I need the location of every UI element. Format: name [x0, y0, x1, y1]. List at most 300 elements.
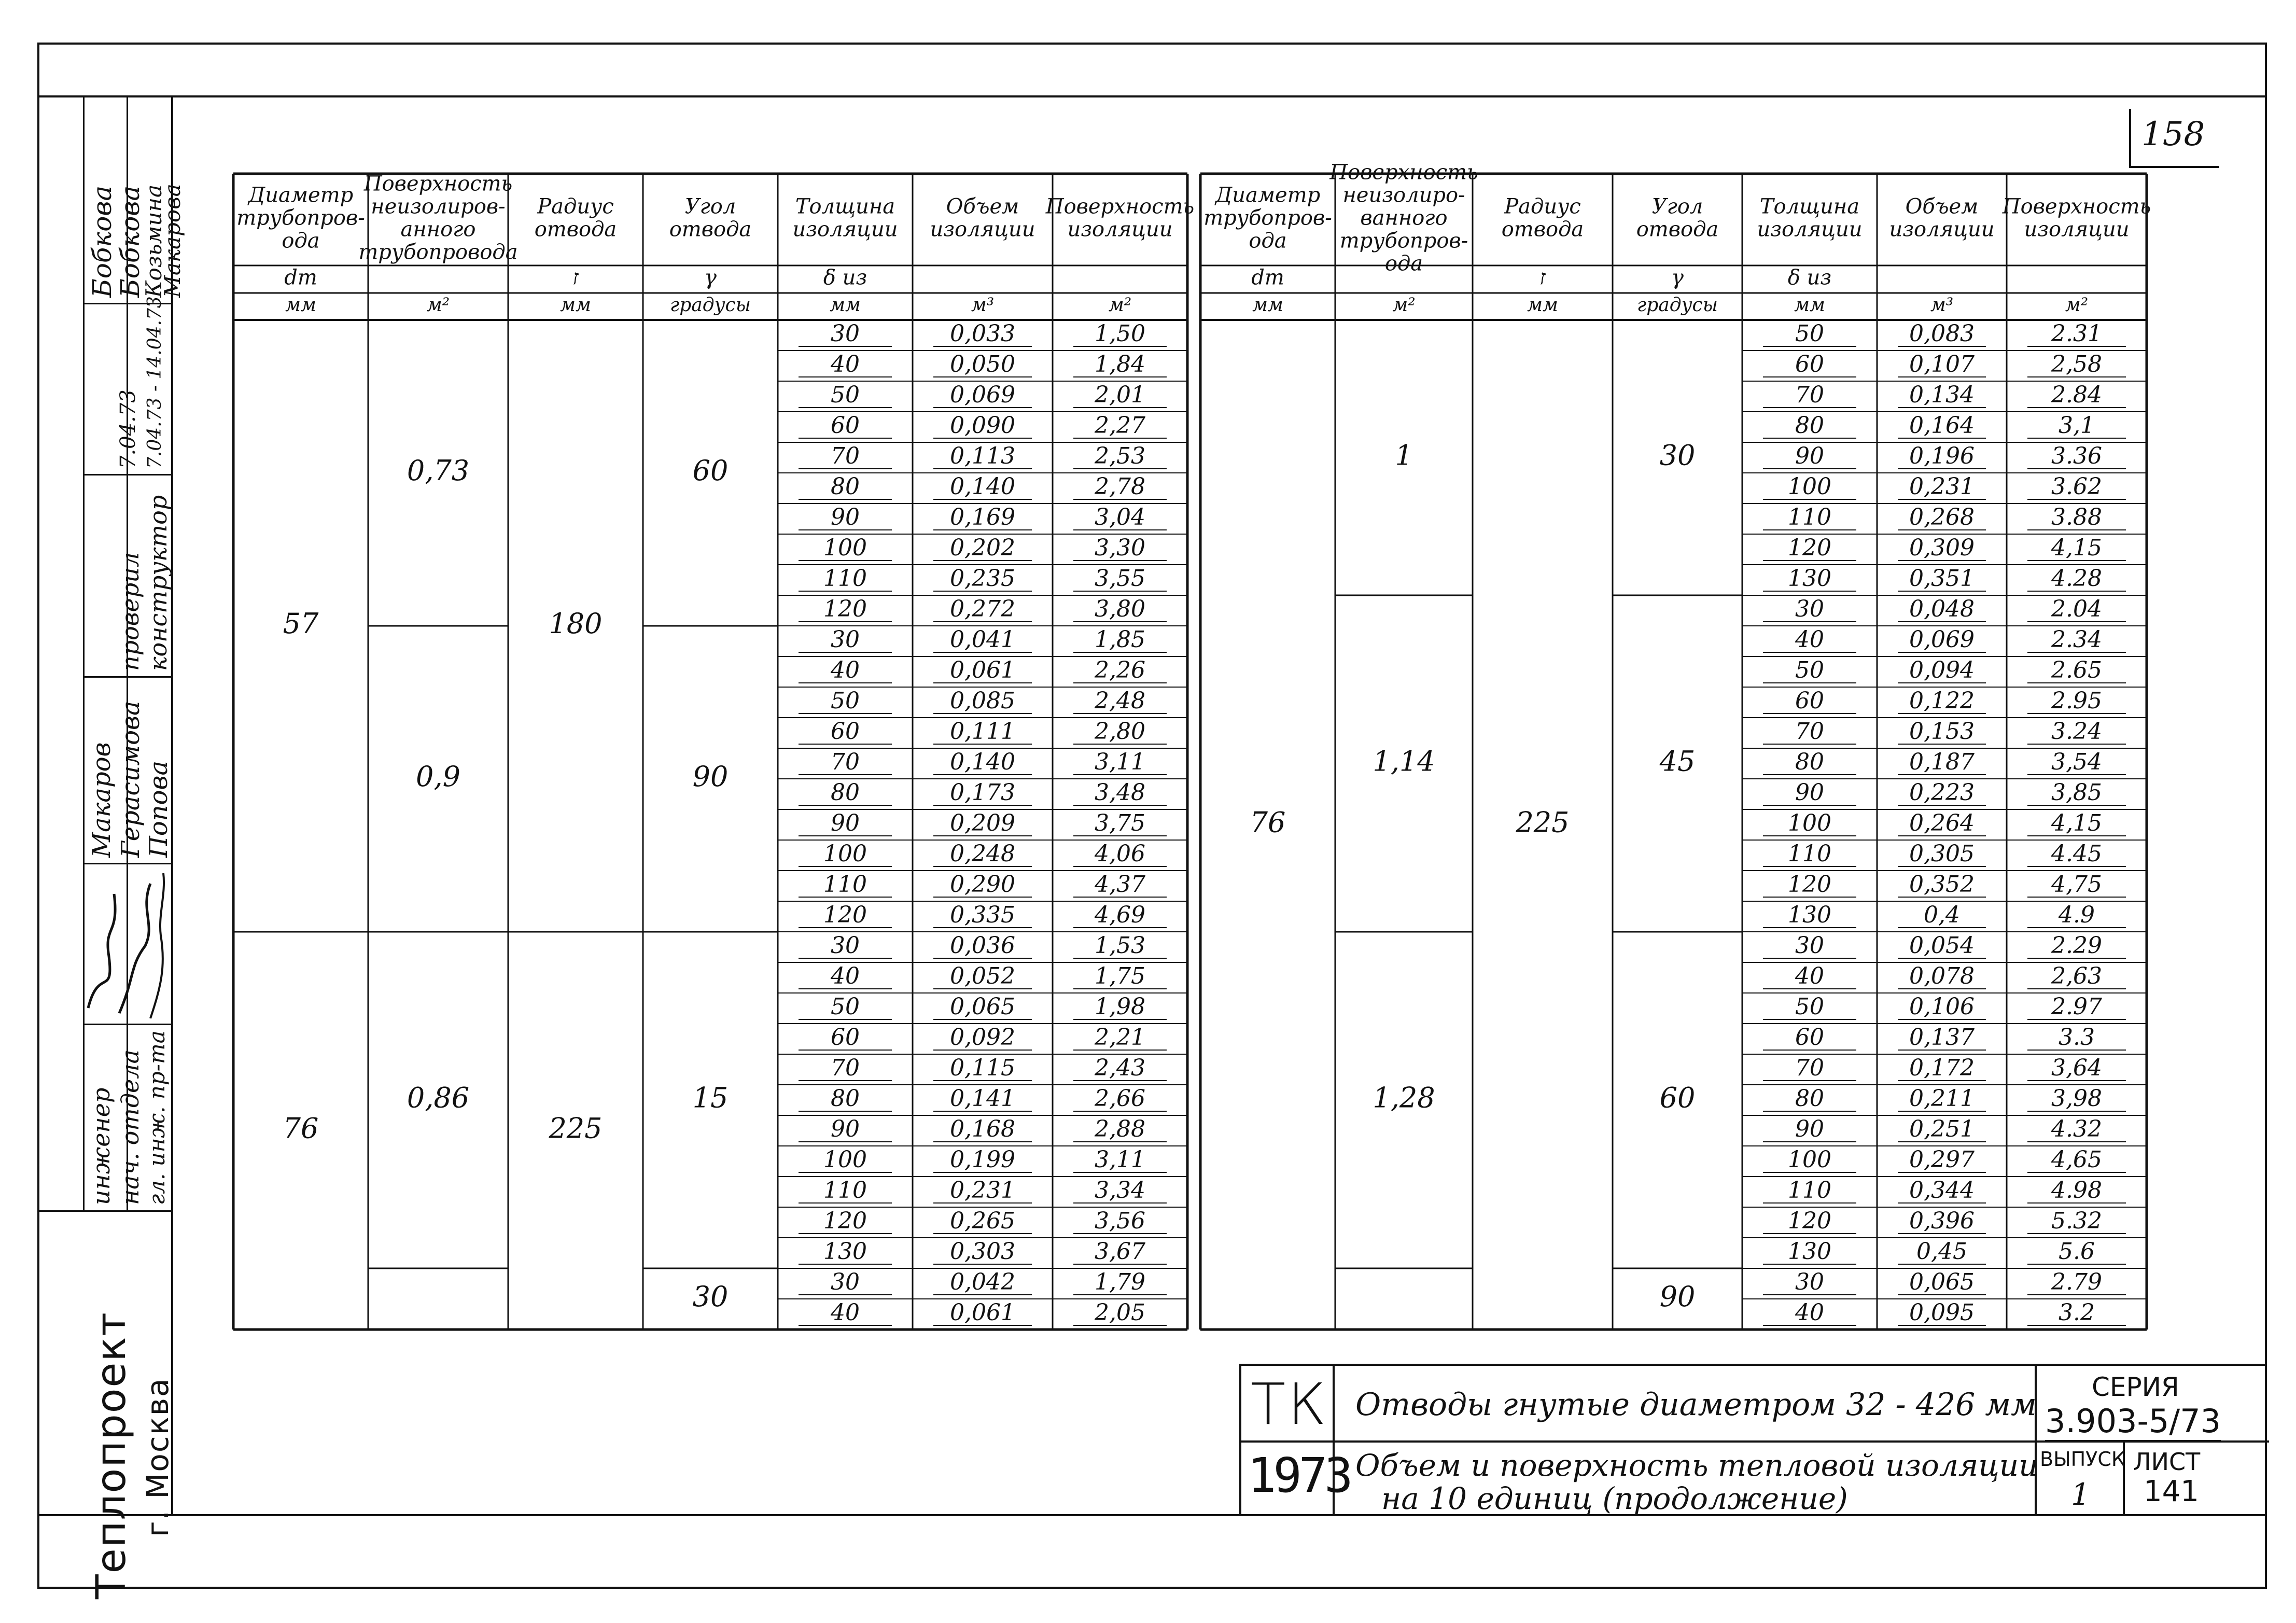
- right-merged-value: 60: [1659, 1081, 1696, 1114]
- left-cell-value: 60: [831, 718, 860, 745]
- left-header-title: анного: [400, 217, 476, 242]
- left-cell-value: 0,168: [950, 1116, 1015, 1142]
- left-header-title: Диаметр: [248, 183, 354, 207]
- right-header-title: Радиус: [1504, 194, 1581, 219]
- left-cell-value: 60: [831, 1024, 860, 1051]
- left-cell-value: 3,11: [1095, 749, 1145, 775]
- right-cell-value: 3,1: [2059, 412, 2095, 439]
- right-header-title: изоляции: [1889, 217, 1995, 242]
- right-cell-value: 70: [1795, 1055, 1824, 1081]
- right-header-title: ванного: [1360, 206, 1448, 230]
- right-header-title: ода: [1384, 251, 1423, 276]
- left-cell-value: 0,265: [950, 1208, 1015, 1234]
- right-cell-value: 4,75: [2051, 871, 2102, 898]
- left-cell-value: 0,140: [950, 473, 1015, 500]
- right-header-unit: мм: [1794, 295, 1825, 316]
- left-cell-value: 0,065: [950, 994, 1015, 1020]
- left-cell-value: 0,272: [950, 596, 1015, 622]
- left-cell-value: 0,141: [950, 1085, 1015, 1112]
- role-engineer: инженер: [87, 1087, 115, 1205]
- right-cell-value: 0,344: [1909, 1177, 1975, 1204]
- right-header-title: трубопров-: [1339, 229, 1468, 253]
- right-cell-value: 90: [1795, 1116, 1824, 1142]
- right-cell-value: 4.32: [2051, 1116, 2102, 1142]
- right-cell-value: 90: [1795, 443, 1824, 469]
- right-cell-value: 0,172: [1909, 1055, 1975, 1081]
- right-cell-value: 3.62: [2051, 473, 2102, 500]
- name-5: Макаров: [87, 742, 116, 858]
- left-cell-value: 120: [823, 902, 867, 928]
- right-cell-value: 0,231: [1909, 473, 1975, 500]
- date-1: 7.04.73: [116, 389, 140, 469]
- left-merged-value: 76: [283, 1112, 319, 1145]
- left-cell-value: 100: [823, 1146, 867, 1173]
- right-cell-value: 3,54: [2051, 749, 2102, 775]
- left-header-title: трубопров-: [236, 206, 365, 230]
- left-cell-value: 0,061: [950, 657, 1015, 683]
- left-cell-value: 2,66: [1095, 1085, 1145, 1112]
- right-cell-value: 50: [1795, 320, 1824, 347]
- role-chief-engineer: гл. инж. пр-та: [144, 1030, 170, 1205]
- left-cell-value: 3,11: [1095, 1146, 1145, 1173]
- left-cell-value: 0,235: [950, 565, 1015, 592]
- right-merged-value: 1: [1395, 439, 1413, 472]
- right-cell-value: 90: [1795, 779, 1824, 806]
- left-cell-value: 60: [831, 412, 860, 439]
- left-cell-value: 70: [831, 443, 860, 469]
- right-merged-value: 90: [1659, 1280, 1696, 1313]
- right-header-unit: м²: [2065, 295, 2089, 316]
- right-cell-value: 0,107: [1909, 351, 1975, 377]
- right-cell-value: 0,164: [1909, 412, 1975, 439]
- left-merged-value: 90: [692, 760, 729, 793]
- right-cell-value: 0,211: [1909, 1085, 1975, 1112]
- stamp-title-line3: на 10 единиц (продолжение): [1381, 1481, 1848, 1516]
- right-merged-value: 76: [1250, 806, 1286, 839]
- right-header-title: неизолиро-: [1342, 183, 1465, 207]
- left-cell-value: 0,209: [950, 810, 1015, 836]
- left-cell-value: 80: [831, 779, 860, 806]
- logo-year: 1973: [1248, 1448, 1350, 1503]
- left-cell-value: 1,79: [1095, 1269, 1145, 1295]
- stamp-title-line1: Отводы гнутые диаметром 32 - 426 мм: [1355, 1387, 2037, 1423]
- left-cell-value: 1,84: [1095, 351, 1145, 377]
- left-cell-value: 2,26: [1095, 657, 1145, 683]
- left-cell-value: 40: [831, 1299, 860, 1326]
- right-merged-value: 30: [1659, 439, 1696, 472]
- left-header-title: трубопровода: [358, 240, 518, 264]
- left-cell-value: 0,169: [950, 504, 1015, 530]
- right-cell-value: 80: [1795, 749, 1824, 775]
- left-cell-value: 1,50: [1095, 320, 1145, 347]
- right-cell-value: 4.9: [2059, 902, 2095, 928]
- right-header-unit: м²: [1392, 295, 1416, 316]
- left-merged-value: 0,9: [416, 760, 460, 793]
- right-header-symbol: γ: [1671, 265, 1684, 290]
- right-cell-value: 0,106: [1909, 994, 1975, 1020]
- right-cell-value: 60: [1795, 351, 1824, 377]
- left-header-unit: м²: [426, 295, 450, 316]
- left-cell-value: 0,111: [950, 718, 1015, 745]
- right-cell-value: 2.65: [2051, 657, 2102, 683]
- right-cell-value: 0,083: [1909, 320, 1975, 347]
- right-cell-value: 0,048: [1909, 596, 1975, 622]
- left-cell-value: 90: [831, 504, 860, 530]
- left-header-unit: мм: [560, 295, 591, 316]
- name-7: Попова: [144, 760, 173, 858]
- left-cell-value: 0,036: [950, 932, 1015, 959]
- left-cell-value: 30: [831, 320, 860, 347]
- left-cell-value: 100: [823, 841, 867, 867]
- right-cell-value: 0,4: [1924, 902, 1960, 928]
- right-cell-value: 100: [1788, 473, 1831, 500]
- right-cell-value: 0,153: [1909, 718, 1975, 745]
- right-header-title: Толщина: [1759, 194, 1860, 219]
- left-cell-value: 2,88: [1095, 1116, 1145, 1142]
- left-cell-value: 120: [823, 1208, 867, 1234]
- right-header-title: отвода: [1636, 217, 1719, 242]
- left-cell-value: 1,53: [1095, 932, 1145, 959]
- left-cell-value: 2,27: [1095, 412, 1145, 439]
- right-cell-value: 2.29: [2051, 932, 2102, 959]
- left-merged-value: 0,73: [407, 454, 470, 487]
- left-cell-value: 4,37: [1095, 871, 1145, 898]
- right-header-unit: м³: [1930, 295, 1954, 316]
- left-merged-value: 225: [549, 1112, 603, 1145]
- right-cell-value: 4,15: [2051, 810, 2102, 836]
- left-cell-value: 80: [831, 1085, 860, 1112]
- left-cell-value: 0,290: [950, 871, 1015, 898]
- left-cell-value: 0,113: [950, 443, 1015, 469]
- name-1: Бобкова: [87, 185, 117, 298]
- left-header-title: ода: [282, 229, 320, 253]
- right-cell-value: 0,251: [1909, 1116, 1975, 1142]
- left-cell-value: 110: [823, 871, 867, 898]
- right-cell-value: 0,122: [1909, 688, 1975, 714]
- right-cell-value: 2,58: [2051, 351, 2102, 377]
- right-cell-value: 4.98: [2051, 1177, 2102, 1204]
- right-cell-value: 30: [1795, 932, 1824, 959]
- left-header-title: Угол: [684, 194, 736, 219]
- left-cell-value: 130: [823, 1238, 867, 1265]
- right-cell-value: 3.88: [2051, 504, 2102, 530]
- date-2: 7.04.73 - 14.04.73: [144, 296, 165, 469]
- right-cell-value: 2.84: [2051, 382, 2102, 408]
- left-header-symbol: ז: [572, 265, 579, 290]
- right-header-unit: градусы: [1637, 295, 1718, 316]
- left-header-title: Объем: [946, 194, 1019, 219]
- left-cell-value: 4,06: [1095, 841, 1145, 867]
- right-cell-value: 100: [1788, 810, 1831, 836]
- right-cell-value: 2.97: [2051, 994, 2102, 1020]
- name-4: Макарова: [160, 184, 185, 298]
- right-cell-value: 0,196: [1909, 443, 1975, 469]
- left-cell-value: 4,69: [1095, 902, 1145, 928]
- right-cell-value: 5.32: [2051, 1208, 2102, 1234]
- left-cell-value: 3,34: [1095, 1177, 1145, 1204]
- left-cell-value: 0,115: [950, 1055, 1015, 1081]
- left-header-title: Толщина: [795, 194, 895, 219]
- name-3: Козьмина: [141, 184, 166, 298]
- right-cell-value: 0,297: [1909, 1146, 1975, 1173]
- right-cell-value: 2.04: [2051, 596, 2102, 622]
- right-cell-value: 3.2: [2059, 1299, 2095, 1326]
- right-cell-value: 5.6: [2059, 1238, 2095, 1265]
- role-checked: проверил: [116, 552, 144, 671]
- left-cell-value: 1,98: [1095, 994, 1145, 1020]
- left-cell-value: 3,04: [1095, 504, 1145, 530]
- left-cell-value: 0,173: [950, 779, 1015, 806]
- left-cell-value: 3,30: [1095, 535, 1145, 561]
- left-header-title: Радиус: [537, 194, 614, 219]
- left-header-unit: мм: [830, 295, 861, 316]
- right-cell-value: 0,309: [1909, 535, 1975, 561]
- right-cell-value: 2.34: [2051, 626, 2102, 653]
- right-header-unit: мм: [1252, 295, 1283, 316]
- left-cell-value: 0,052: [950, 963, 1015, 989]
- right-cell-value: 100: [1788, 1146, 1831, 1173]
- left-cell-value: 90: [831, 1116, 860, 1142]
- left-header-title: Поверхность: [1045, 194, 1195, 219]
- right-cell-value: 2,63: [2051, 963, 2102, 989]
- right-cell-value: 3,64: [2051, 1055, 2102, 1081]
- left-header-title: изоляции: [1067, 217, 1173, 242]
- right-merged-value: 225: [1516, 806, 1570, 839]
- right-header-title: отвода: [1501, 217, 1584, 242]
- left-header-title: отвода: [669, 217, 752, 242]
- right-cell-value: 70: [1795, 718, 1824, 745]
- right-cell-value: 110: [1788, 841, 1831, 867]
- right-cell-value: 0,45: [1916, 1238, 1967, 1265]
- right-cell-value: 50: [1795, 994, 1824, 1020]
- left-cell-value: 0,061: [950, 1299, 1015, 1326]
- issue-label: ВЫПУСК: [2040, 1448, 2125, 1471]
- left-header-unit: мм: [285, 295, 316, 316]
- right-header-title: Угол: [1651, 194, 1703, 219]
- right-cell-value: 0,264: [1909, 810, 1975, 836]
- left-cell-value: 1,75: [1095, 963, 1145, 989]
- right-header-unit: мм: [1527, 295, 1558, 316]
- left-cell-value: 90: [831, 810, 860, 836]
- right-header-title: Диаметр: [1215, 183, 1321, 207]
- left-cell-value: 0,199: [950, 1146, 1015, 1173]
- right-cell-value: 30: [1795, 596, 1824, 622]
- left-cell-value: 0,140: [950, 749, 1015, 775]
- left-cell-value: 0,303: [950, 1238, 1015, 1265]
- right-cell-value: 110: [1788, 1177, 1831, 1204]
- left-cell-value: 2,01: [1095, 382, 1145, 408]
- left-cell-value: 50: [831, 994, 860, 1020]
- sheet-value: 141: [2144, 1475, 2199, 1508]
- right-cell-value: 0,351: [1909, 565, 1975, 592]
- right-cell-value: 0,223: [1909, 779, 1975, 806]
- issue-value: 1: [2071, 1477, 2090, 1512]
- page-number: 158: [2141, 115, 2205, 153]
- right-cell-value: 4,15: [2051, 535, 2102, 561]
- right-cell-value: 120: [1788, 1208, 1831, 1234]
- left-cell-value: 70: [831, 749, 860, 775]
- left-merged-value: 15: [692, 1081, 729, 1114]
- right-cell-value: 40: [1795, 1299, 1824, 1326]
- left-header-unit: м³: [971, 295, 995, 316]
- right-cell-value: 2.31: [2051, 320, 2102, 347]
- right-cell-value: 2.95: [2051, 688, 2102, 714]
- left-merged-value: 57: [283, 607, 319, 640]
- right-cell-value: 4.28: [2051, 565, 2102, 592]
- right-cell-value: 3.36: [2051, 443, 2102, 469]
- right-cell-value: 70: [1795, 382, 1824, 408]
- right-header-title: изоляции: [1757, 217, 1863, 242]
- right-cell-value: 130: [1788, 902, 1831, 928]
- left-cell-value: 2,48: [1095, 688, 1145, 714]
- left-header-title: изоляции: [930, 217, 1035, 242]
- right-header-title: Поверхность: [1329, 160, 1478, 185]
- right-cell-value: 50: [1795, 657, 1824, 683]
- name-6: Герасимова: [116, 701, 145, 858]
- right-cell-value: 60: [1795, 688, 1824, 714]
- right-cell-value: 120: [1788, 535, 1831, 561]
- left-cell-value: 50: [831, 688, 860, 714]
- right-cell-value: 0,396: [1909, 1208, 1975, 1234]
- left-cell-value: 2,43: [1095, 1055, 1145, 1081]
- left-cell-value: 110: [823, 1177, 867, 1204]
- left-cell-value: 2,21: [1095, 1024, 1145, 1051]
- left-cell-value: 0,042: [950, 1269, 1015, 1295]
- left-header-symbol: δ из: [823, 265, 867, 290]
- right-header-symbol: δ из: [1787, 265, 1832, 290]
- left-cell-value: 110: [823, 565, 867, 592]
- left-header-title: отвода: [534, 217, 617, 242]
- name-2: Бобкова: [115, 185, 145, 298]
- right-cell-value: 0,134: [1909, 382, 1975, 408]
- right-cell-value: 30: [1795, 1269, 1824, 1295]
- left-cell-value: 40: [831, 351, 860, 377]
- left-merged-value: 60: [692, 454, 729, 487]
- right-cell-value: 3.24: [2051, 718, 2102, 745]
- left-cell-value: 30: [831, 626, 860, 653]
- stamp-title-line2: Объем и поверхность тепловой изоляции: [1355, 1448, 2038, 1483]
- right-cell-value: 0,187: [1909, 749, 1975, 775]
- left-cell-value: 40: [831, 963, 860, 989]
- right-cell-value: 0,054: [1909, 932, 1975, 959]
- left-cell-value: 0,069: [950, 382, 1015, 408]
- right-cell-value: 130: [1788, 565, 1831, 592]
- left-cell-value: 80: [831, 473, 860, 500]
- right-cell-value: 2.79: [2051, 1269, 2102, 1295]
- left-cell-value: 3,55: [1095, 565, 1145, 592]
- right-cell-value: 0,069: [1909, 626, 1975, 653]
- role-designer: конструктор: [144, 495, 172, 671]
- left-cell-value: 1,85: [1095, 626, 1145, 653]
- right-cell-value: 0,268: [1909, 504, 1975, 530]
- right-cell-value: 0,137: [1909, 1024, 1975, 1051]
- right-cell-value: 130: [1788, 1238, 1831, 1265]
- left-cell-value: 0,050: [950, 351, 1015, 377]
- left-merged-value: 0,86: [407, 1081, 470, 1114]
- left-header-symbol: dт: [284, 265, 317, 290]
- left-cell-value: 0,033: [950, 320, 1015, 347]
- right-cell-value: 110: [1788, 504, 1831, 530]
- left-cell-value: 0,041: [950, 626, 1015, 653]
- left-cell-value: 100: [823, 535, 867, 561]
- right-cell-value: 3.3: [2059, 1024, 2095, 1051]
- title-block: [1239, 1364, 2267, 1516]
- right-cell-value: 0,305: [1909, 841, 1975, 867]
- left-header-unit: градусы: [670, 295, 751, 316]
- left-header-title: Поверхность: [363, 172, 513, 196]
- left-cell-value: 3,75: [1095, 810, 1145, 836]
- right-cell-value: 0,065: [1909, 1269, 1975, 1295]
- left-cell-value: 0,202: [950, 535, 1015, 561]
- right-cell-value: 0,095: [1909, 1299, 1975, 1326]
- left-cell-value: 3,67: [1095, 1238, 1145, 1265]
- right-merged-value: 45: [1659, 745, 1696, 778]
- sheet-label: ЛИСТ: [2133, 1448, 2201, 1476]
- org-line1: Теплопроект: [88, 1311, 135, 1599]
- left-cell-value: 0,092: [950, 1024, 1015, 1051]
- right-header-symbol: ז: [1539, 265, 1546, 290]
- right-cell-value: 4,65: [2051, 1146, 2102, 1173]
- right-cell-value: 40: [1795, 963, 1824, 989]
- left-cell-value: 40: [831, 657, 860, 683]
- right-cell-value: 0,078: [1909, 963, 1975, 989]
- right-header-title: Объем: [1905, 194, 1979, 219]
- left-cell-value: 0,090: [950, 412, 1015, 439]
- right-header-title: Поверхность: [2002, 194, 2151, 219]
- role-dept-head: нач. отдела: [116, 1050, 144, 1205]
- left-header-unit: м²: [1108, 295, 1132, 316]
- right-cell-value: 3,85: [2051, 779, 2102, 806]
- series-value: 3.903-5/73: [2045, 1402, 2221, 1442]
- right-cell-value: 0,352: [1909, 871, 1975, 898]
- left-cell-value: 120: [823, 596, 867, 622]
- left-cell-value: 3,48: [1095, 779, 1145, 806]
- left-cell-value: 0,085: [950, 688, 1015, 714]
- right-cell-value: 80: [1795, 412, 1824, 439]
- org-line2: г. Москва: [140, 1377, 175, 1537]
- right-header-title: трубопров-: [1203, 206, 1332, 230]
- left-cell-value: 3,80: [1095, 596, 1145, 622]
- right-cell-value: 60: [1795, 1024, 1824, 1051]
- left-merged-value: 180: [549, 607, 603, 640]
- left-header-title: неизолиров-: [371, 194, 506, 219]
- right-cell-value: 80: [1795, 1085, 1824, 1112]
- right-merged-value: 1,28: [1373, 1081, 1435, 1114]
- left-header-title: изоляции: [792, 217, 898, 242]
- right-cell-value: 4.45: [2051, 841, 2102, 867]
- left-cell-value: 0,231: [950, 1177, 1015, 1204]
- left-cell-value: 30: [831, 932, 860, 959]
- left-cell-value: 0,335: [950, 902, 1015, 928]
- right-cell-value: 3,98: [2051, 1085, 2102, 1112]
- right-cell-value: 0,094: [1909, 657, 1975, 683]
- left-cell-value: 2,05: [1095, 1299, 1145, 1326]
- right-cell-value: 120: [1788, 871, 1831, 898]
- left-cell-value: 2,53: [1095, 443, 1145, 469]
- left-cell-value: 2,80: [1095, 718, 1145, 745]
- right-merged-value: 1,14: [1373, 745, 1435, 778]
- right-header-title: изоляции: [2024, 217, 2130, 242]
- left-cell-value: 70: [831, 1055, 860, 1081]
- left-merged-value: 30: [692, 1280, 729, 1313]
- right-header-title: ода: [1249, 229, 1287, 253]
- right-cell-value: 40: [1795, 626, 1824, 653]
- left-cell-value: 50: [831, 382, 860, 408]
- series-label: СЕРИЯ: [2092, 1372, 2179, 1402]
- left-cell-value: 2,78: [1095, 473, 1145, 500]
- right-header-symbol: dт: [1251, 265, 1284, 290]
- logo-tk: ТК: [1251, 1371, 1328, 1437]
